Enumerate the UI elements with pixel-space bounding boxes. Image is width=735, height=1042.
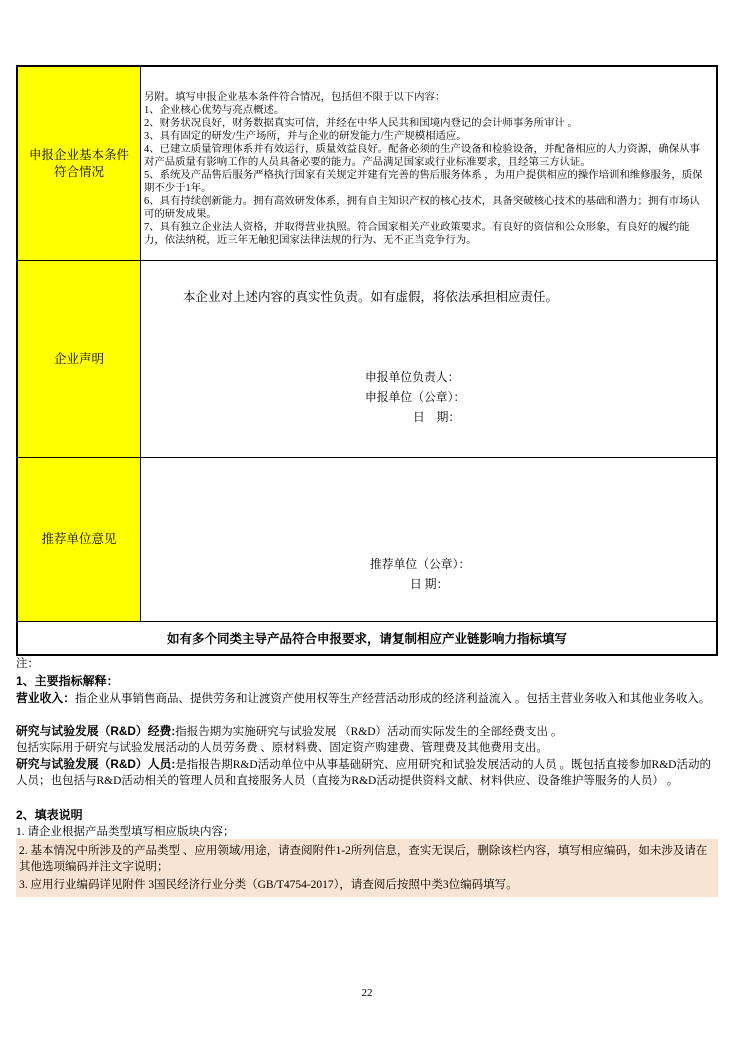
sign-line-recommend-date: 日 期： <box>410 577 449 591</box>
term-rd-personnel-label: 研究与试验发展（R&D）人员: <box>16 757 176 771</box>
sign-line-unit-seal: 申报单位（公章）： <box>365 390 466 404</box>
table-row-footer-note <box>18 621 716 654</box>
term-operating-revenue <box>16 691 718 708</box>
term-operating-revenue-definition: 指企业从事销售商品、提供劳务和让渡资产使用权等生产经营活动形成的经济利益流入 。包括主营业务收入和其他业务收入。 <box>75 693 711 705</box>
fill-instruction-2-highlighted: 2. 基本情况中所涉及的产品类型 、应用领域/用途，请查阅附件1-2所列信息，查实无误后，删除该栏内容，填写相应编码，如未涉及请在其他选项编码并注文字说明； <box>16 839 718 879</box>
term-rd-expenditure-definition: 指报告期为实施研究与试验发展 （R&D）活动而实际发生的全部经费支出 。 <box>175 726 563 738</box>
fill-instruction-1: 1. 请企业根据产品类型填写相应版块内容； <box>16 826 235 838</box>
row-label-recommendation-opinion: 推荐单位意见 <box>18 458 141 621</box>
condition-item-6: 6、具有持续创新能力。拥有高效研发体系，拥有自主知识产权的核心技术，具备突破核心技术的基础和潜力；拥有市场认可的研发成果。 <box>144 196 700 220</box>
row-label-enterprise-declaration: 企业声明 <box>18 261 141 457</box>
condition-item-2: 2、财务状况良好，财务数据真实可信，并经在中华人民共和国境内登记的会计师事务所审计 。 <box>144 118 578 129</box>
notes-heading: 注： <box>16 658 39 670</box>
declaration-signature-block <box>365 367 465 427</box>
sign-line-responsible-person: 申报单位负责人： <box>365 370 460 384</box>
table-row-recommendation-opinion <box>18 457 716 621</box>
row-label-basic-conditions: 申报企业基本条件符合情况 <box>18 67 141 260</box>
condition-item-5: 5、系统及产品售后服务严格执行国家有关规定并建有完善的售后服务体系 ，为用户提供相应的操作培训和维修服务，质保期不少于1年。 <box>144 170 703 194</box>
section1-title: 1、主要指标解释： <box>16 674 119 688</box>
fill-instruction-3-highlighted: 3. 应用行业编码详见附件 3国民经济行业分类（GB/T4754-2017），请查阅后按照中类3位编码填写。 <box>16 873 718 897</box>
basic-conditions-content-cell <box>141 67 716 260</box>
recommendation-content-cell <box>141 458 716 621</box>
term-rd-expenditure-line1 <box>16 724 718 741</box>
term-rd-expenditure <box>16 724 718 756</box>
sign-line-recommend-unit-seal: 推荐单位（公章）： <box>370 557 471 571</box>
application-form-table <box>16 65 718 656</box>
recommendation-signature-block <box>370 554 470 594</box>
enterprise-declaration-content-cell <box>141 261 716 457</box>
term-operating-revenue-label: 营业收入： <box>16 691 75 705</box>
section2-title: 2、填表说明 <box>16 808 83 822</box>
condition-item-3: 3、具有固定的研发/生产场所，并与企业的研发能力/生产规模相适应。 <box>144 131 467 142</box>
basic-conditions-text <box>141 67 716 247</box>
term-rd-personnel-definition: 是指报告期R&D活动单位中从事基础研究、应用研究和试验发展活动的人员 。既包括直接参加R&D活动的人员；也包括与R&D活动相关的管理人员和直接服务人员（直接为R&D活动提供资料文献、材料供应、设备维护等服务的人员） 。 <box>16 759 711 787</box>
condition-item-1: 1、企业核心优势与亮点概述。 <box>144 105 285 116</box>
table-row-basic-conditions <box>18 67 716 260</box>
term-rd-personnel <box>16 757 718 789</box>
page-number: 22 <box>361 987 373 999</box>
declaration-text: 本企业对上述内容的真实性负责。如有虚假，将依法承担相应责任。 <box>183 290 559 304</box>
term-rd-expenditure-line2: 包括实际用于研究与试验发展活动的人员劳务费 、原材料费、固定资产购建费、管理费及其他费用支出。 <box>16 741 548 754</box>
footer-note-text: 如有多个同类主导产品符合申报要求，请复制相应产业链影响力指标填写 <box>166 632 567 646</box>
table-row-enterprise-declaration <box>18 260 716 457</box>
sign-line-date: 日 期： <box>413 410 461 424</box>
term-rd-expenditure-label: 研究与试验发展（R&D）经费: <box>16 724 176 738</box>
condition-item-4: 4、已建立质量管理体系并有效运行，质量效益良好。配备必须的生产设备和检验设备，并配备相应的人力资源，确保从事对产品质量有影响工作的人员具备必要的能力。产品满足国家或行业标准要求，且经第三方认证。 <box>144 144 700 168</box>
condition-item-7: 7、具有独立企业法人资格，并取得营业执照。符合国家相关产业政策要求。有良好的资信和公众形象，有良好的履约能力，依法纳税，近三年无触犯国家法律法规的行为、无不正当竞争行为。 <box>144 222 690 246</box>
condition-intro: 另附。填写申报企业基本条件符合情况，包括但不限于以下内容： <box>144 92 446 103</box>
